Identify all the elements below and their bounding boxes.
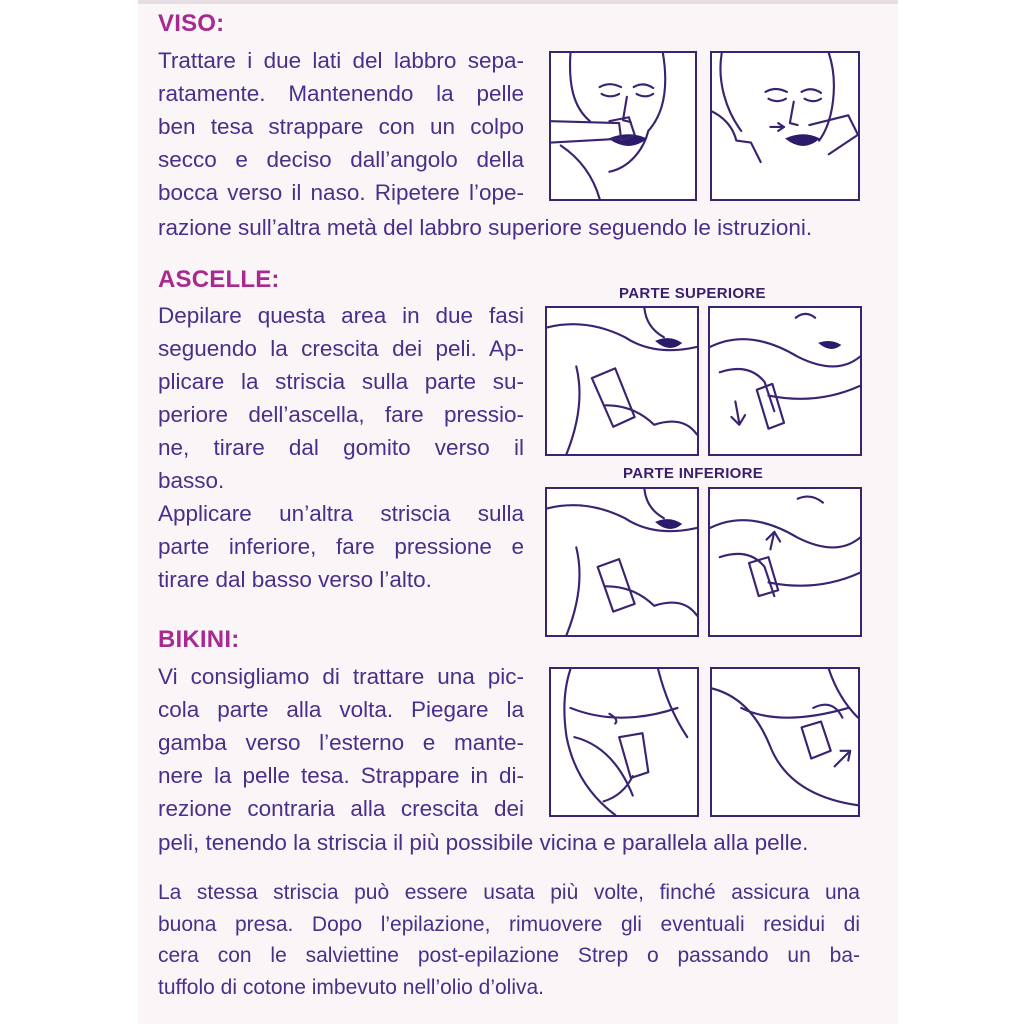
viso-text xyxy=(158,44,524,209)
viso-illustration-1 xyxy=(549,51,697,201)
ascelle-inferiore-illustration-1 xyxy=(545,487,699,637)
ascelle-line: ne, tirare dal gomito verso il xyxy=(158,435,524,460)
ascelle-superiore-illustration-2 xyxy=(708,306,862,456)
note-line: cera con le salviettine post-epilazione Strep o passando un ba- xyxy=(158,944,860,967)
bikini-illustration-1 xyxy=(549,667,699,817)
bikini-line: cola parte alla volta. Piegare la xyxy=(158,697,524,722)
viso-line: ratamente. Mantenendo la pelle xyxy=(158,81,524,106)
ascelle-line: Depilare questa area in due fasi xyxy=(158,303,524,328)
ascelle-line: basso. xyxy=(158,468,225,493)
ascelle-text-1 xyxy=(158,299,524,596)
note-line: buona presa. Dopo l’epilazione, rimuovere gli eventuali residui di xyxy=(158,912,860,936)
ascelle-superiore-illustration-1 xyxy=(545,306,699,456)
final-note xyxy=(158,877,860,1003)
bikini-illustration-2 xyxy=(710,667,860,817)
ascelle-line: plicare la striscia sulla parte su- xyxy=(158,369,524,394)
bikini-heading: BIKINI: xyxy=(158,626,240,653)
viso-line: bocca verso il naso. Ripetere l’ope- xyxy=(158,180,524,205)
ascelle-heading: ASCELLE: xyxy=(158,266,280,293)
caption-parte-inferiore: PARTE INFERIORE xyxy=(623,465,764,482)
bikini-text xyxy=(158,660,524,825)
ascelle-line: parte inferiore, fare pressione e xyxy=(158,534,524,559)
ascelle-line: periore dell’ascella, fare pressio- xyxy=(158,402,524,427)
caption-parte-superiore: PARTE SUPERIORE xyxy=(619,285,766,302)
bikini-line: rezione contraria alla crescita dei xyxy=(158,796,524,821)
viso-illustration-2 xyxy=(710,51,860,201)
note-line: tuffolo di cotone imbevuto nell’olio d’oliva. xyxy=(158,975,545,999)
viso-full-line: razione sull’altra metà del labbro superiore seguendo le istruzioni. xyxy=(158,215,813,240)
bikini-line: gamba verso l’esterno e mante- xyxy=(158,730,524,755)
bikini-full-line: peli, tenendo la striscia il più possibile vicina e parallela alla pelle. xyxy=(158,830,809,855)
ascelle-inferiore-illustration-2 xyxy=(708,487,862,637)
bikini-line: Vi consigliamo di trattare una pic- xyxy=(158,664,524,689)
viso-line: secco e deciso dall’angolo della xyxy=(158,147,524,172)
ascelle-line: seguendo la crescita dei peli. Ap- xyxy=(158,336,524,361)
viso-line: ben tesa strappare con un colpo xyxy=(158,114,524,139)
viso-line: Trattare i due lati del labbro sepa- xyxy=(158,48,524,73)
note-line: La stessa striscia può essere usata più volte, finché assicura una xyxy=(158,881,860,904)
viso-heading: VISO: xyxy=(158,10,225,37)
top-border xyxy=(138,0,898,4)
ascelle-line: Applicare un’altra striscia sulla xyxy=(158,501,524,526)
bikini-line: nere la pelle tesa. Strappare in di- xyxy=(158,763,524,788)
ascelle-line: tirare dal basso verso l’alto. xyxy=(158,567,432,592)
